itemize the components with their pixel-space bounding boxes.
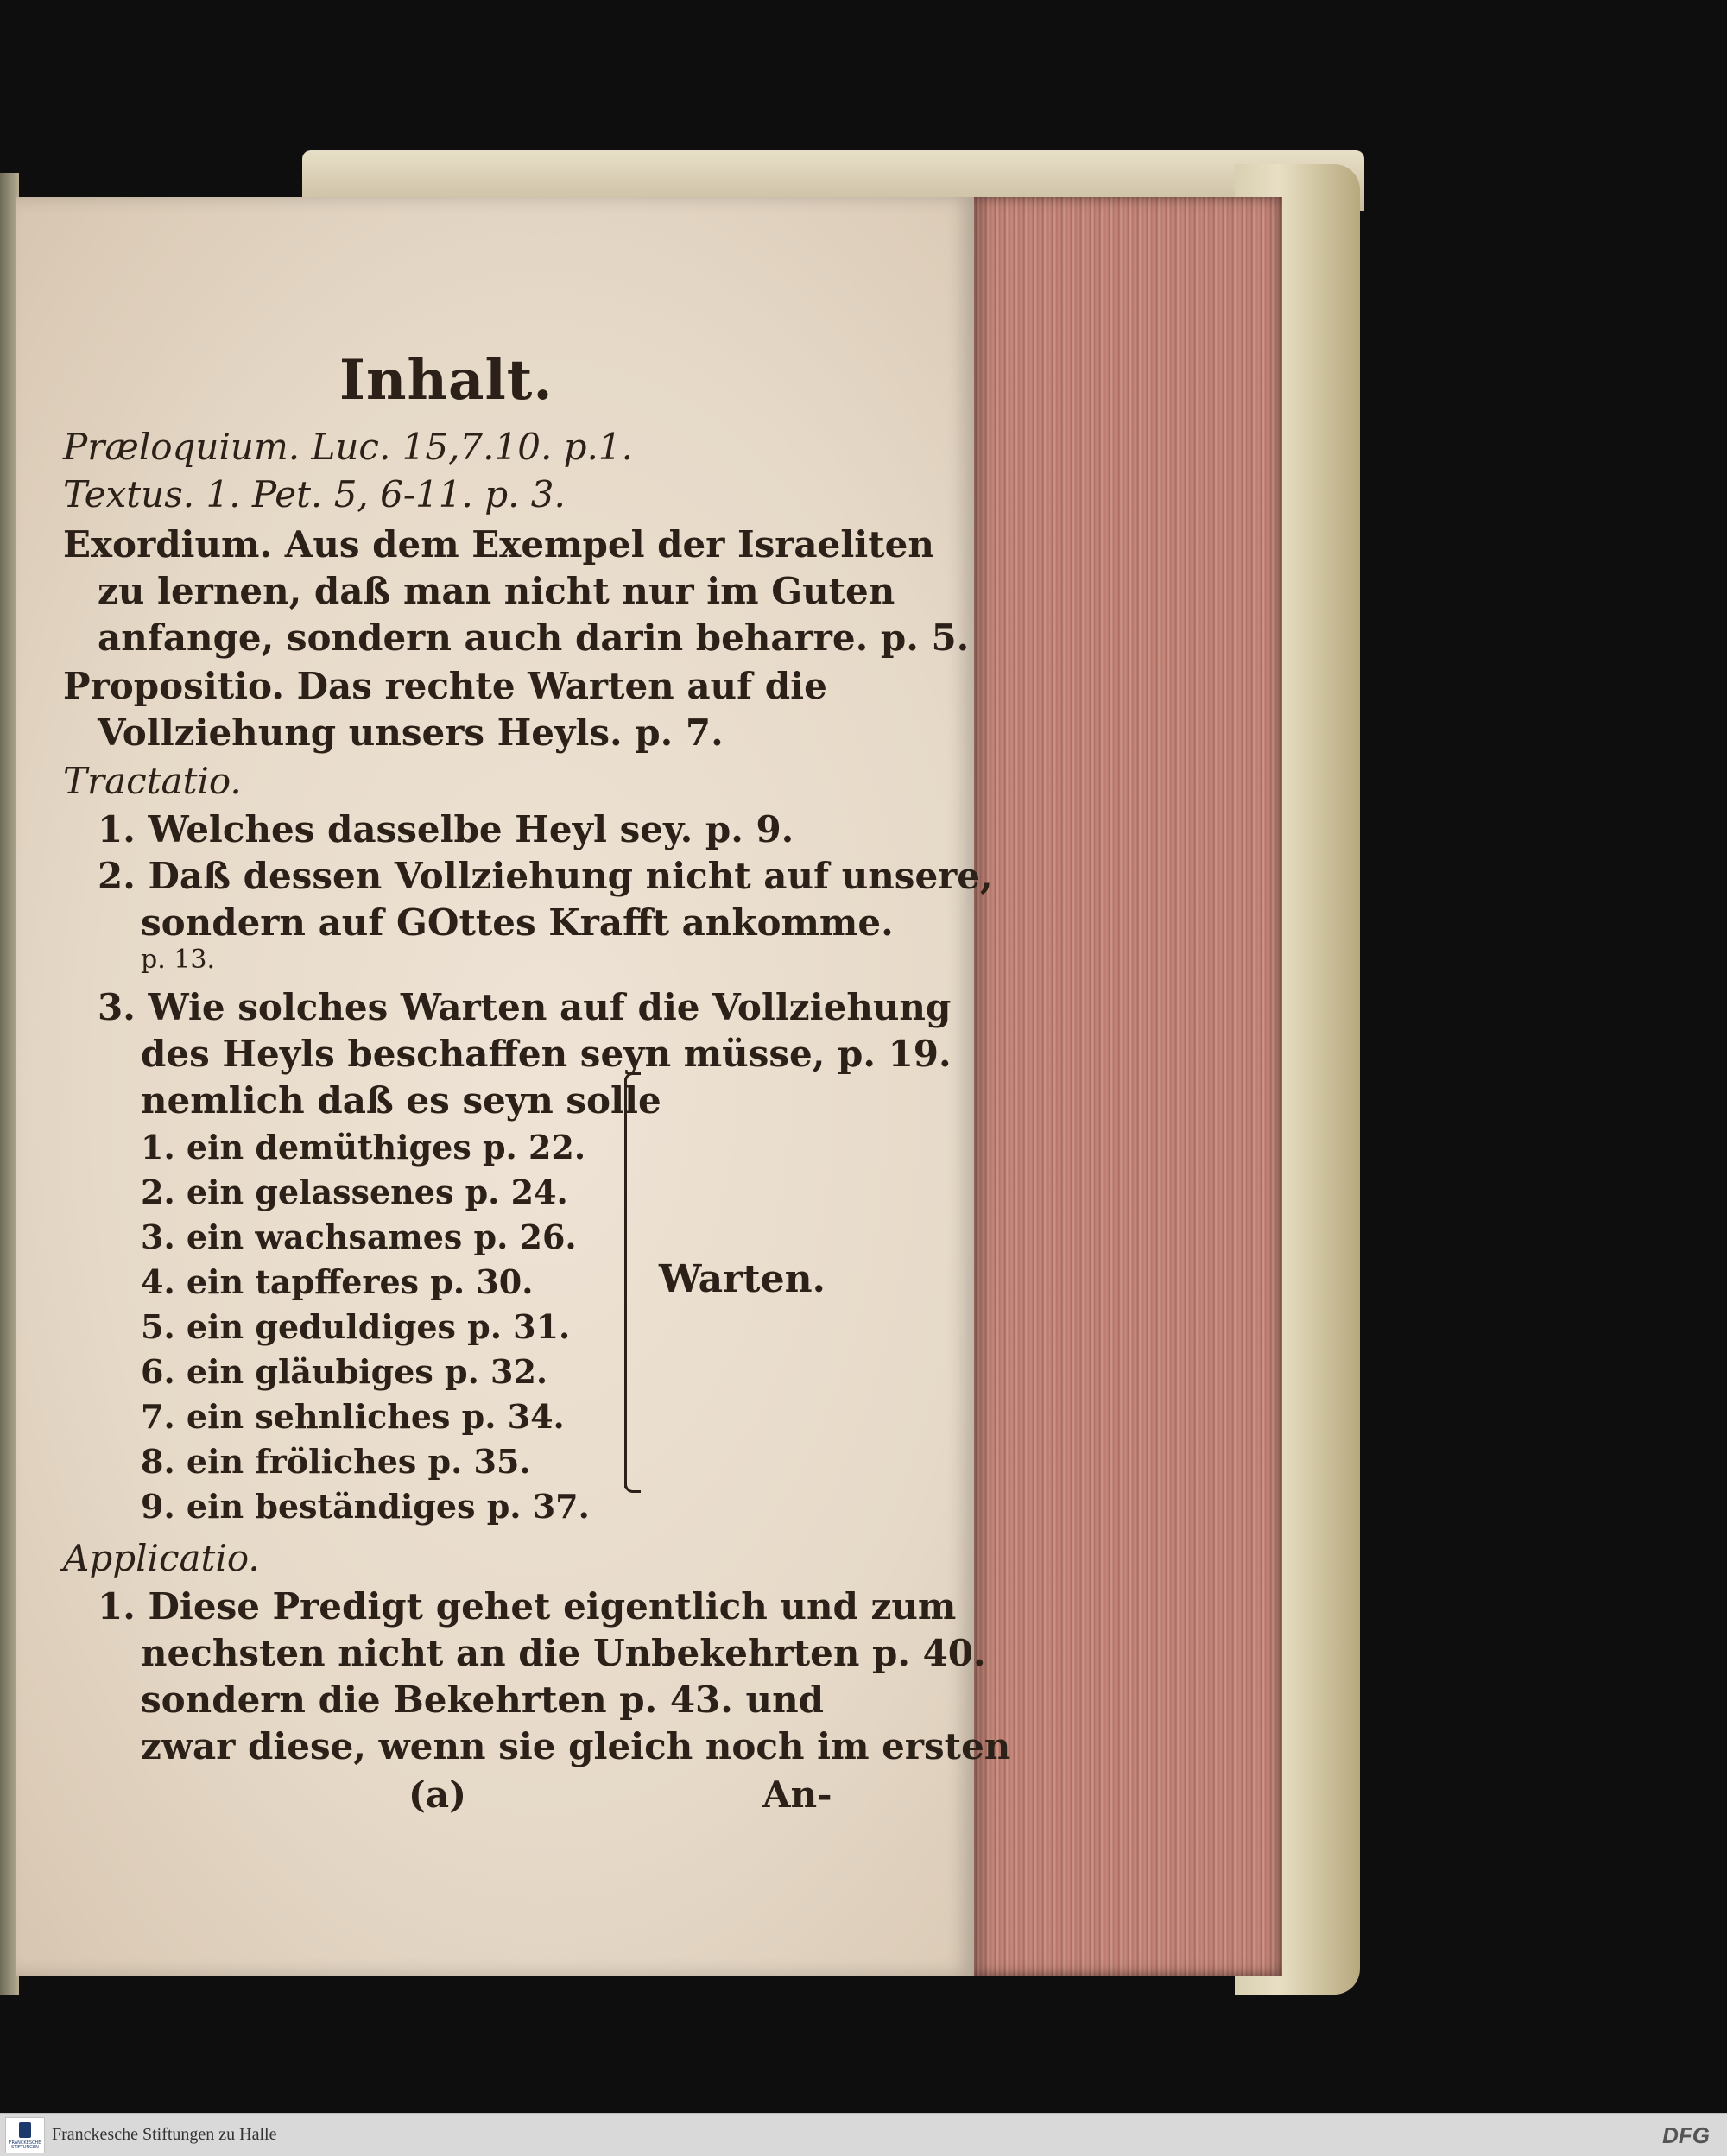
text-line: Propositio. Das rechte Warten auf die bbox=[63, 665, 827, 707]
list-item: 4. ein tapfferes p. 30. bbox=[141, 1262, 534, 1301]
text-line: 3. Wie solches Warten auf die Vollziehung bbox=[98, 986, 952, 1028]
text-line: Vollziehung unsers Heyls. p. 7. bbox=[98, 711, 724, 754]
text-line: sondern auf GOttes Krafft ankomme. bbox=[141, 901, 894, 944]
text-line: nemlich daß es seyn solle bbox=[141, 1079, 661, 1122]
list-item: 8. ein fröliches p. 35. bbox=[141, 1442, 531, 1481]
page-title: Inhalt. bbox=[339, 348, 554, 413]
list-item: 1. ein demüthiges p. 22. bbox=[141, 1128, 586, 1167]
text-line: Præloquium. Luc. 15,7.10. p.1. bbox=[63, 426, 633, 468]
text-line: zu lernen, daß man nicht nur im Guten bbox=[98, 570, 895, 612]
page-block-edges bbox=[971, 197, 1282, 1976]
list-item: 2. ein gelassenes p. 24. bbox=[141, 1173, 568, 1211]
list-item: 7. ein sehnliches p. 34. bbox=[141, 1397, 565, 1436]
viewer-footer bbox=[0, 2113, 1727, 2156]
text-line: Exordium. Aus dem Exempel der Israeliten bbox=[63, 523, 934, 566]
institution-logo bbox=[5, 2117, 45, 2153]
brace-label: Warten. bbox=[659, 1257, 826, 1301]
list-item: 5. ein geduldiges p. 31. bbox=[141, 1307, 571, 1346]
text-line: 1. Diese Predigt gehet eigentlich und zum bbox=[98, 1585, 957, 1628]
dfg-logo: DFG bbox=[1662, 2122, 1710, 2148]
signature-mark: (a) bbox=[408, 1773, 466, 1816]
text-line: Tractatio. bbox=[63, 760, 242, 802]
text-line: 2. Daß dessen Vollziehung nicht auf unsere, bbox=[98, 855, 993, 897]
text-line: des Heyls beschaffen seyn müsse, p. 19. bbox=[141, 1033, 952, 1075]
catchword: An- bbox=[762, 1773, 832, 1816]
list-item: 6. ein gläubiges p. 32. bbox=[141, 1352, 548, 1391]
text-line: Applicatio. bbox=[63, 1537, 260, 1579]
text-line: anfange, sondern auch darin beharre. p. 5. bbox=[98, 616, 970, 659]
institution-name: Franckesche Stiftungen zu Halle bbox=[52, 2125, 277, 2144]
text-line: nechsten nicht an die Unbekehrten p. 40. bbox=[141, 1632, 986, 1674]
text-line: sondern die Bekehrten p. 43. und bbox=[141, 1679, 824, 1721]
logo-text: FRANCKESCHE STIFTUNGEN bbox=[9, 2140, 41, 2150]
book-page bbox=[16, 197, 1011, 1976]
book-photo bbox=[0, 147, 1360, 1986]
text-line: zwar diese, wenn sie gleich noch im ersten bbox=[141, 1725, 1011, 1767]
curly-brace bbox=[624, 1078, 646, 1488]
text-line: 1. Welches dasselbe Heyl sey. p. 9. bbox=[98, 808, 794, 850]
text-line: Textus. 1. Pet. 5, 6-11. p. 3. bbox=[63, 473, 566, 515]
list-item: 9. ein beständiges p. 37. bbox=[141, 1487, 590, 1526]
text-line: p. 13. bbox=[141, 945, 215, 975]
list-item: 3. ein wachsames p. 26. bbox=[141, 1217, 577, 1256]
